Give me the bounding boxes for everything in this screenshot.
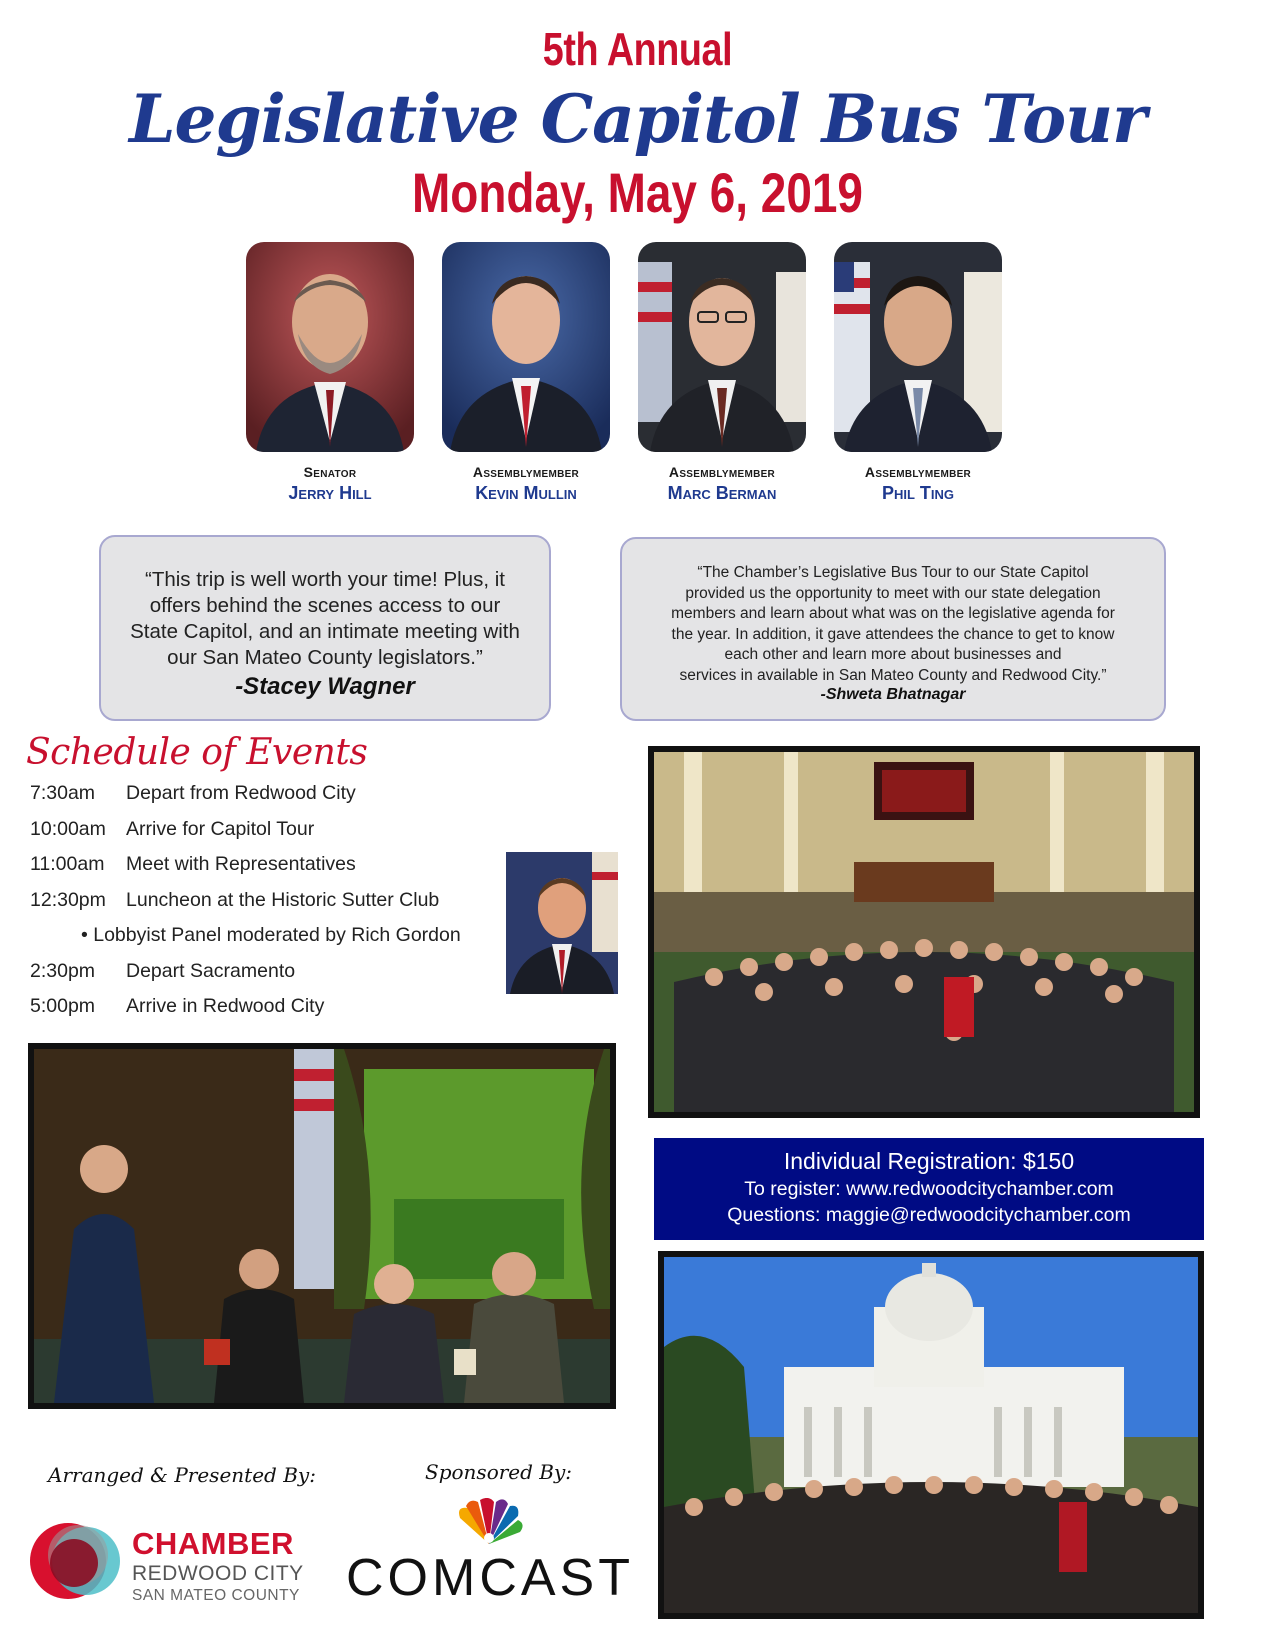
quote-author: -Shweta Bhatnagar [820,686,966,703]
quote-line: offers behind the scenes access to our [149,594,501,617]
quote-line: our San Mateo County legislators.” [167,646,483,669]
quote-line: services in available in San Mateo County and Redwood City.” [679,666,1107,684]
schedule-item [30,782,510,818]
legislator-role: Assemblymember [668,464,776,480]
quote-line: each other and learn more about businesses and [724,646,1062,663]
legislator-name: Jerry Hill [288,483,372,503]
legislator-role: Assemblymember [864,464,972,480]
portrait-image [834,242,1002,452]
testimonial-quote-1 [99,535,551,721]
schedule-event: Arrive for Capitol Tour [126,817,315,840]
portrait-phil-ting [834,242,1002,452]
comcast-peacock-icon [452,1498,526,1546]
event-title: Legislative Capitol Bus Tour [129,80,1146,158]
legislator-role: Senator [303,464,357,480]
schedule-event: Meet with Representatives [126,853,356,875]
registration-fee: Individual Registration: $150 [783,1148,1075,1174]
chamber-logo-icon [28,1513,124,1609]
schedule-event: Arrive in Redwood City [126,995,325,1017]
portrait-image [442,242,610,452]
testimonial-quote-2 [620,537,1166,721]
capitol-photo-image [664,1257,1198,1613]
schedule-item [30,818,510,854]
sponsored-by-label: Sponsored By: [425,1460,573,1484]
registration-link[interactable]: To register: www.redwoodcitychamber.com [744,1178,1114,1200]
schedule-time: 12:30pm [30,888,106,911]
schedule-event: Luncheon at the Historic Sutter Club [126,888,440,911]
schedule-event: Depart Sacramento [126,959,296,982]
portrait-image [246,242,414,452]
meeting-photo [28,1043,616,1409]
event-date: Monday, May 6, 2019 [412,161,863,224]
portrait-jerry-hill [246,242,414,452]
portrait-image [638,242,806,452]
quote-line: the year. In addition, it gave attendees the chance to get to know [671,625,1115,643]
schedule-time: 5:00pm [30,995,96,1017]
schedule-item [30,995,510,1031]
legislator-name: Marc Berman [667,483,777,503]
schedule-subitem [30,924,510,960]
portrait-marc-berman [638,242,806,452]
schedule-event: • Lobbyist Panel moderated by Rich Gordon [81,924,461,946]
legislator-name: Phil Ting [881,483,955,503]
schedule-event: Depart from Redwood City [126,782,356,804]
quote-line: members and learn about what was on the legislative agenda for [671,605,1115,622]
quote-line: provided us the opportunity to meet with our state delegation [685,584,1101,602]
schedule-time: 10:00am [30,817,106,840]
quote-line: “This trip is well worth your time! Plus, it [145,568,505,591]
schedule-item [30,960,510,996]
chamber-city: REDWOOD CITY [132,1562,304,1585]
meeting-photo-image [34,1049,610,1403]
event-edition: 5th Annual [542,23,733,75]
quote-line: “The Chamber’s Legislative Bus Tour to our State Capitol [697,564,1089,581]
comcast-wordmark: COMCAST [346,1549,634,1607]
group-photo-image [654,752,1194,1112]
moderator-photo [506,852,618,994]
chamber-county: SAN MATEO COUNTY [132,1587,300,1604]
legislator-name: Kevin Mullin [475,483,577,503]
quote-author: -Stacey Wagner [235,673,415,700]
capitol-group-photo [658,1251,1204,1619]
arranged-by-label: Arranged & Presented By: [48,1463,316,1487]
schedule-time: 11:00am [30,853,105,875]
registration-contact[interactable]: Questions: maggie@redwoodcitychamber.com [727,1204,1131,1226]
schedule-list [30,782,510,1031]
moderator-image [506,852,618,994]
chamber-group-photo [648,746,1200,1118]
schedule-item [30,889,510,925]
quote-line: State Capitol, and an intimate meeting with [130,620,520,643]
legislator-role: Assemblymember [472,464,580,480]
schedule-time: 2:30pm [30,959,96,982]
schedule-title: Schedule of Events [26,732,368,773]
chamber-name: CHAMBER [132,1526,294,1561]
schedule-item [30,853,510,889]
schedule-time: 7:30am [30,782,96,804]
portrait-kevin-mullin [442,242,610,452]
registration-box [654,1138,1204,1240]
